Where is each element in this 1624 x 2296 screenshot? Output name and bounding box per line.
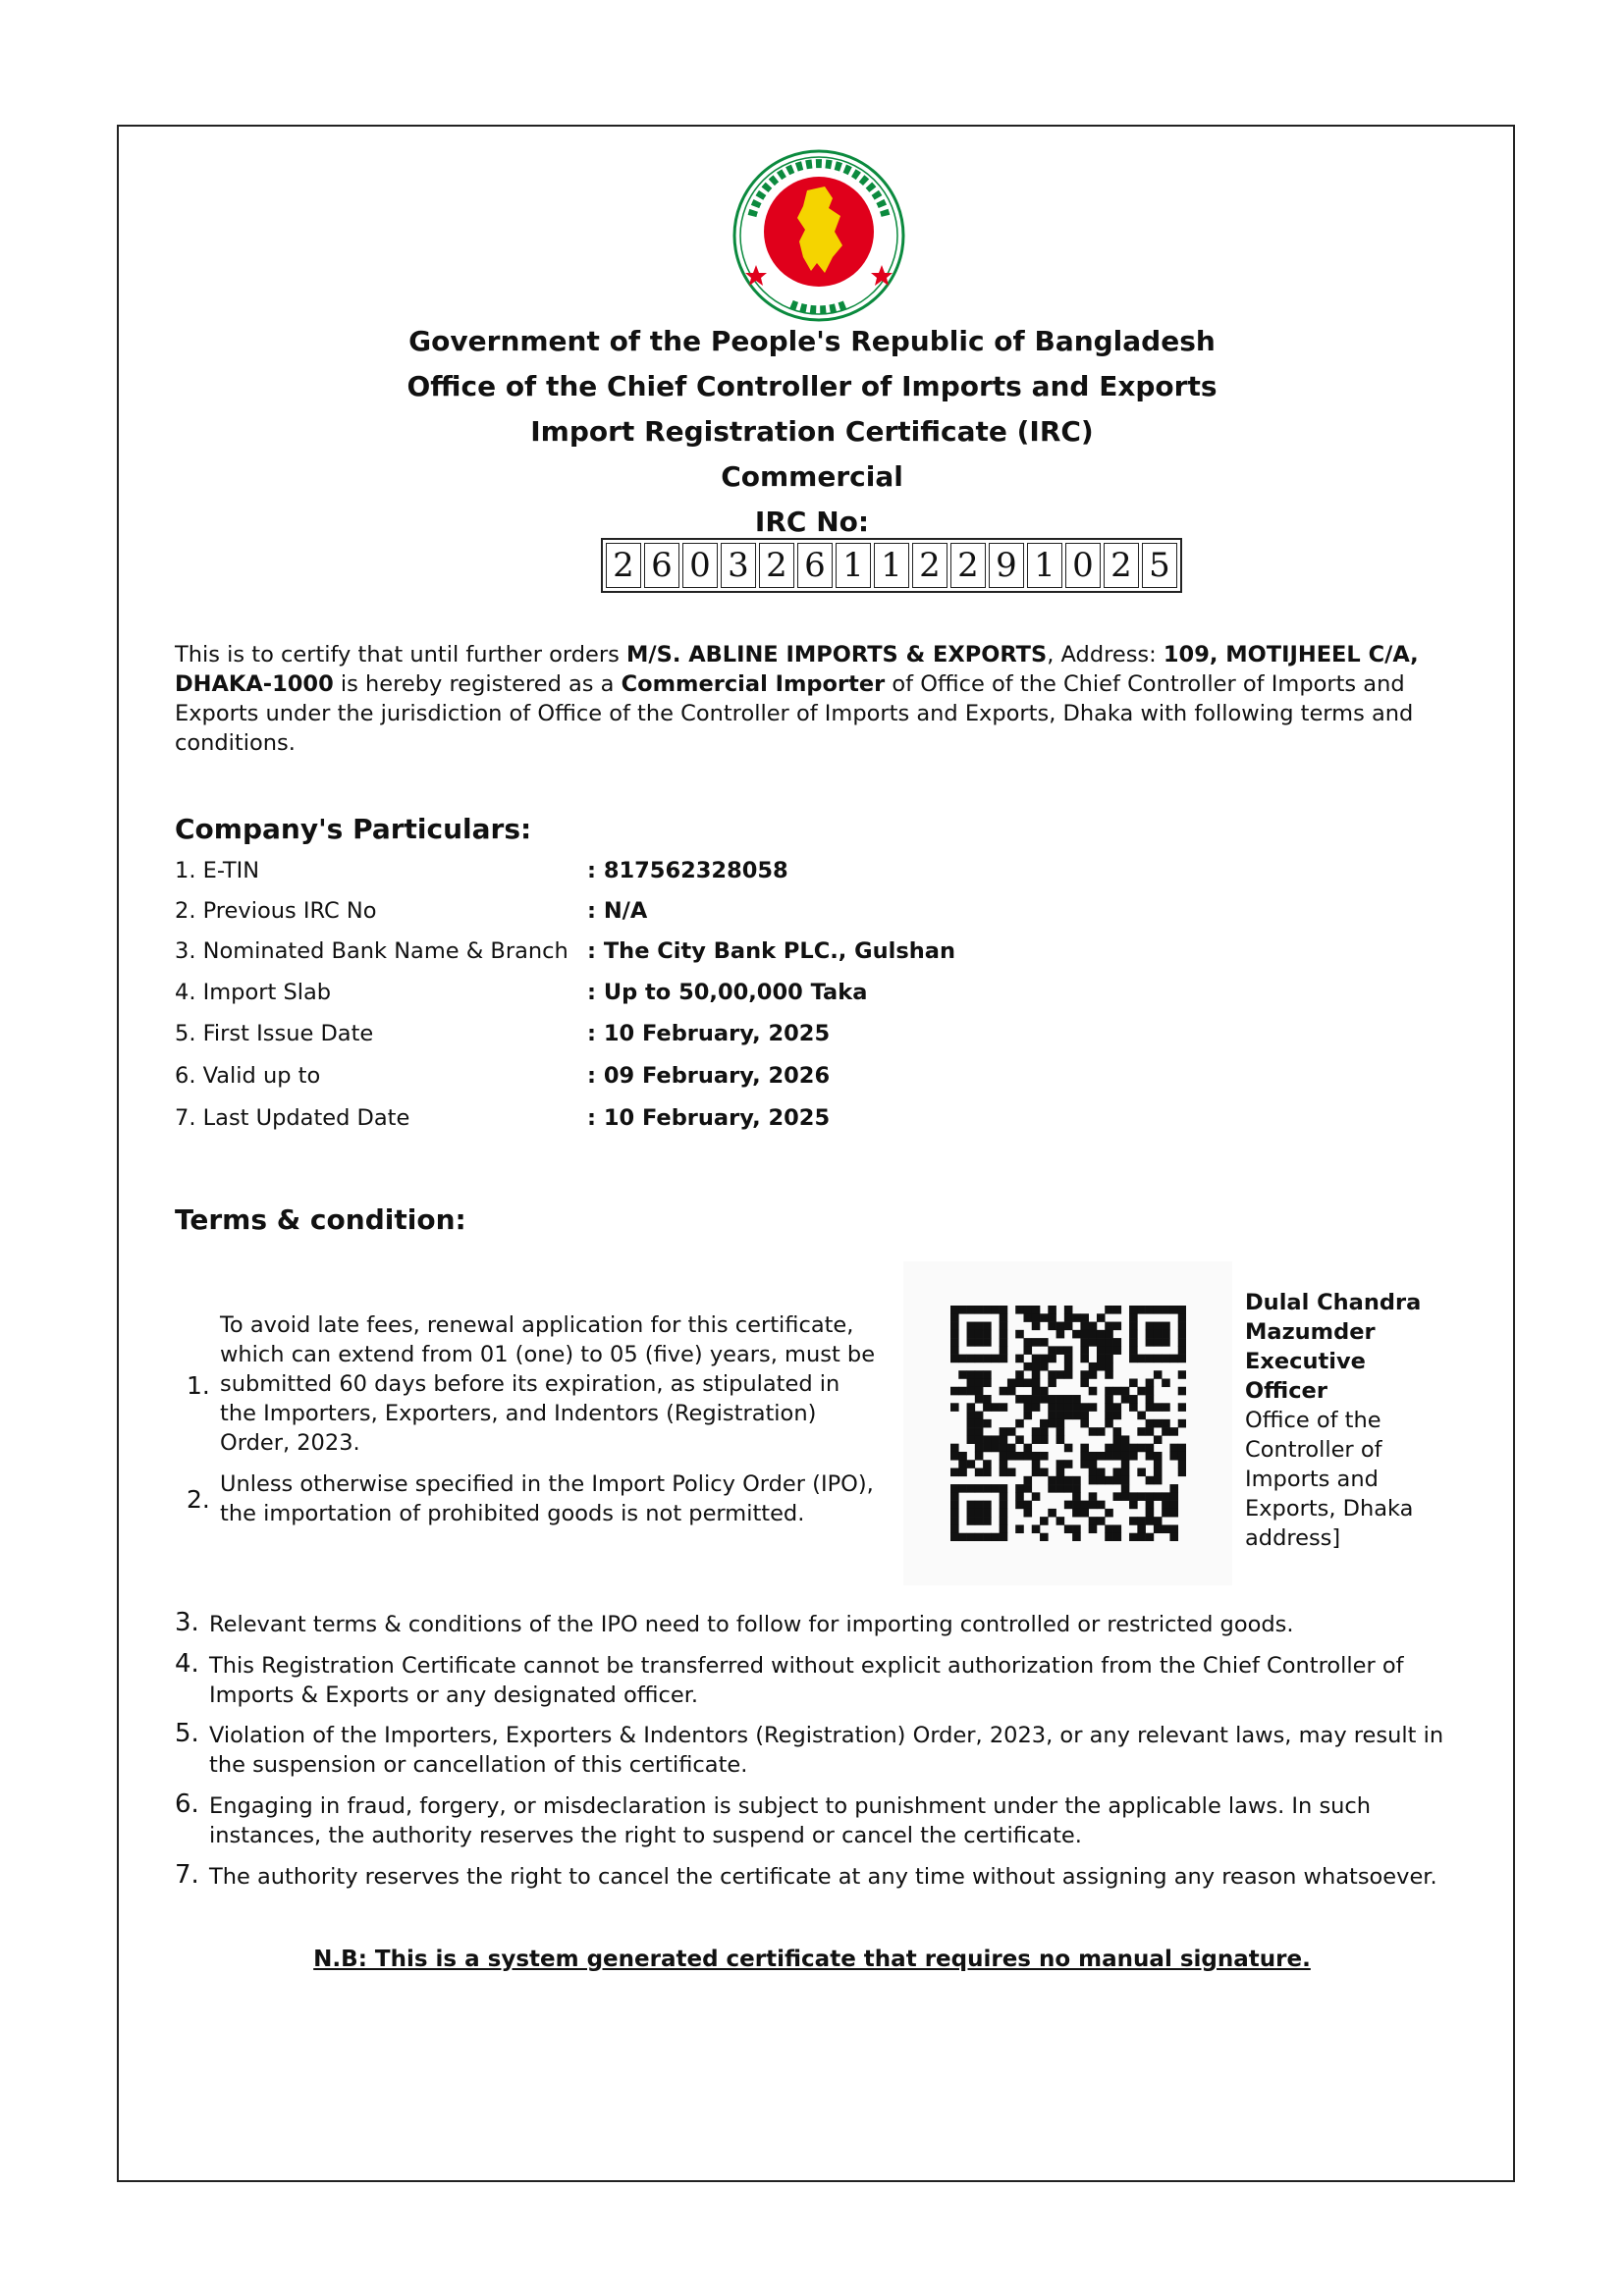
particular-value: : 10 February, 2025 bbox=[587, 1105, 831, 1131]
particular-label: 4. Import Slab bbox=[175, 980, 332, 1005]
term-number: 5. bbox=[175, 1719, 199, 1748]
signatory-office: Imports and bbox=[1245, 1467, 1379, 1492]
verification-qr-code bbox=[950, 1306, 1186, 1541]
irc-digit: 1 bbox=[1027, 543, 1062, 588]
particular-value: : The City Bank PLC., Gulshan bbox=[587, 938, 955, 964]
heading-certificate-type: Import Registration Certificate (IRC) bbox=[530, 415, 1094, 448]
intro-text: is hereby registered as a bbox=[333, 671, 622, 697]
particulars-title: Company's Particulars: bbox=[175, 813, 532, 845]
heading-government: Government of the People's Republic of Bangladesh bbox=[408, 325, 1216, 357]
term-text: Violation of the Importers, Exporters & Indentors (Registration) Order, 2023, or any relevant laws, may result in the suspension or cancellation of this certificate. bbox=[209, 1723, 1444, 1778]
particular-value: : 09 February, 2026 bbox=[587, 1063, 831, 1089]
qr-code-area bbox=[903, 1261, 1232, 1585]
term-number: 1. bbox=[187, 1371, 210, 1400]
particular-value: : 10 February, 2025 bbox=[587, 1021, 831, 1046]
term-number: 7. bbox=[175, 1860, 199, 1890]
irc-digit: 6 bbox=[644, 543, 679, 588]
irc-digit: 2 bbox=[1104, 543, 1139, 588]
term-number: 6. bbox=[175, 1789, 199, 1819]
heading-category: Commercial bbox=[721, 460, 903, 493]
particular-value: : Up to 50,00,000 Taka bbox=[587, 980, 868, 1005]
irc-digit: 3 bbox=[721, 543, 756, 588]
signatory-office: Exports, Dhaka bbox=[1245, 1496, 1414, 1522]
signatory-name: Dulal Chandra bbox=[1245, 1290, 1422, 1315]
particular-value: : N/A bbox=[587, 898, 648, 924]
certification-statement bbox=[175, 640, 1451, 758]
irc-number-box bbox=[601, 538, 1182, 593]
terms-title: Terms & condition: bbox=[175, 1203, 466, 1236]
heading-irc-no: IRC No: bbox=[754, 506, 870, 538]
term-text: Engaging in fraud, forgery, or misdeclaration is subject to punishment under the applicable laws. In such instances, the authority reserves the right to suspend or cancel the certificate. bbox=[209, 1793, 1372, 1848]
intro-text: Exports under the jurisdiction of Office of the Controller of Imports and Exports, Dhaka with following terms and bbox=[175, 701, 1414, 726]
signatory-name: Mazumder bbox=[1245, 1319, 1376, 1345]
particular-label: 7. Last Updated Date bbox=[175, 1105, 410, 1131]
term-text: To avoid late fees, renewal application for this certificate, which can extend from 01 (one) to 05 (five) years, must be submitted 60 days before its expiration, as stipulated in the Importers, Exporters, and Indentors (Registration) Order, 2023. bbox=[220, 1312, 876, 1456]
irc-digit: 0 bbox=[1065, 543, 1101, 588]
company-address-city: DHAKA-1000 bbox=[175, 671, 334, 697]
system-generated-note: N.B: This is a system generated certificate that requires no manual signature. bbox=[313, 1947, 1311, 1972]
company-name: M/S. ABLINE IMPORTS & EXPORTS bbox=[626, 642, 1048, 667]
irc-digit: 0 bbox=[682, 543, 718, 588]
irc-digit: 9 bbox=[989, 543, 1024, 588]
irc-digit: 2 bbox=[759, 543, 794, 588]
particular-label: 3. Nominated Bank Name & Branch bbox=[175, 938, 568, 964]
irc-digit: 6 bbox=[797, 543, 833, 588]
term-number: 2. bbox=[187, 1485, 210, 1514]
irc-digit: 2 bbox=[950, 543, 986, 588]
particular-label: 2. Previous IRC No bbox=[175, 898, 377, 924]
certificate-headings bbox=[0, 319, 1624, 545]
signatory-office: Controller of bbox=[1245, 1437, 1382, 1463]
particular-label: 1. E-TIN bbox=[175, 858, 260, 883]
bangladesh-government-emblem bbox=[731, 147, 907, 324]
company-address: 109, MOTIJHEEL C/A, bbox=[1163, 642, 1419, 667]
irc-digit: 2 bbox=[912, 543, 947, 588]
intro-text: conditions. bbox=[175, 730, 296, 756]
intro-text: of Office of the Chief Controller of Imports and bbox=[885, 671, 1405, 697]
irc-digit: 5 bbox=[1142, 543, 1177, 588]
registration-role: Commercial Importer bbox=[621, 671, 886, 697]
term-text: Relevant terms & conditions of the IPO need to follow for importing controlled or restricted goods. bbox=[209, 1612, 1294, 1637]
term-text: This Registration Certificate cannot be transferred without explicit authorization from the Chief Controller of Imports & Exports or any designated officer. bbox=[209, 1653, 1404, 1708]
particular-label: 5. First Issue Date bbox=[175, 1021, 374, 1046]
intro-text: This is to certify that until further orders bbox=[175, 642, 626, 667]
signatory-designation: Officer bbox=[1245, 1378, 1327, 1404]
signatory-office: Office of the bbox=[1245, 1408, 1381, 1433]
term-text: Unless otherwise specified in the Import Policy Order (IPO), the importation of prohibited goods is not permitted. bbox=[220, 1471, 874, 1526]
term-number: 4. bbox=[175, 1649, 199, 1679]
irc-digit: 1 bbox=[874, 543, 909, 588]
irc-digit: 2 bbox=[606, 543, 641, 588]
signatory-office: address] bbox=[1245, 1525, 1341, 1551]
term-text: The authority reserves the right to cancel the certificate at any time without assigning any reason whatsoever. bbox=[209, 1864, 1437, 1890]
irc-digit: 1 bbox=[836, 543, 871, 588]
heading-office: Office of the Chief Controller of Imports and Exports bbox=[406, 370, 1218, 402]
particular-value: : 817562328058 bbox=[587, 858, 788, 883]
signatory-designation: Executive bbox=[1245, 1349, 1366, 1374]
signatory-block bbox=[1245, 1288, 1441, 1553]
intro-text: , Address: bbox=[1047, 642, 1164, 667]
term-number: 3. bbox=[175, 1608, 199, 1637]
particular-label: 6. Valid up to bbox=[175, 1063, 321, 1089]
